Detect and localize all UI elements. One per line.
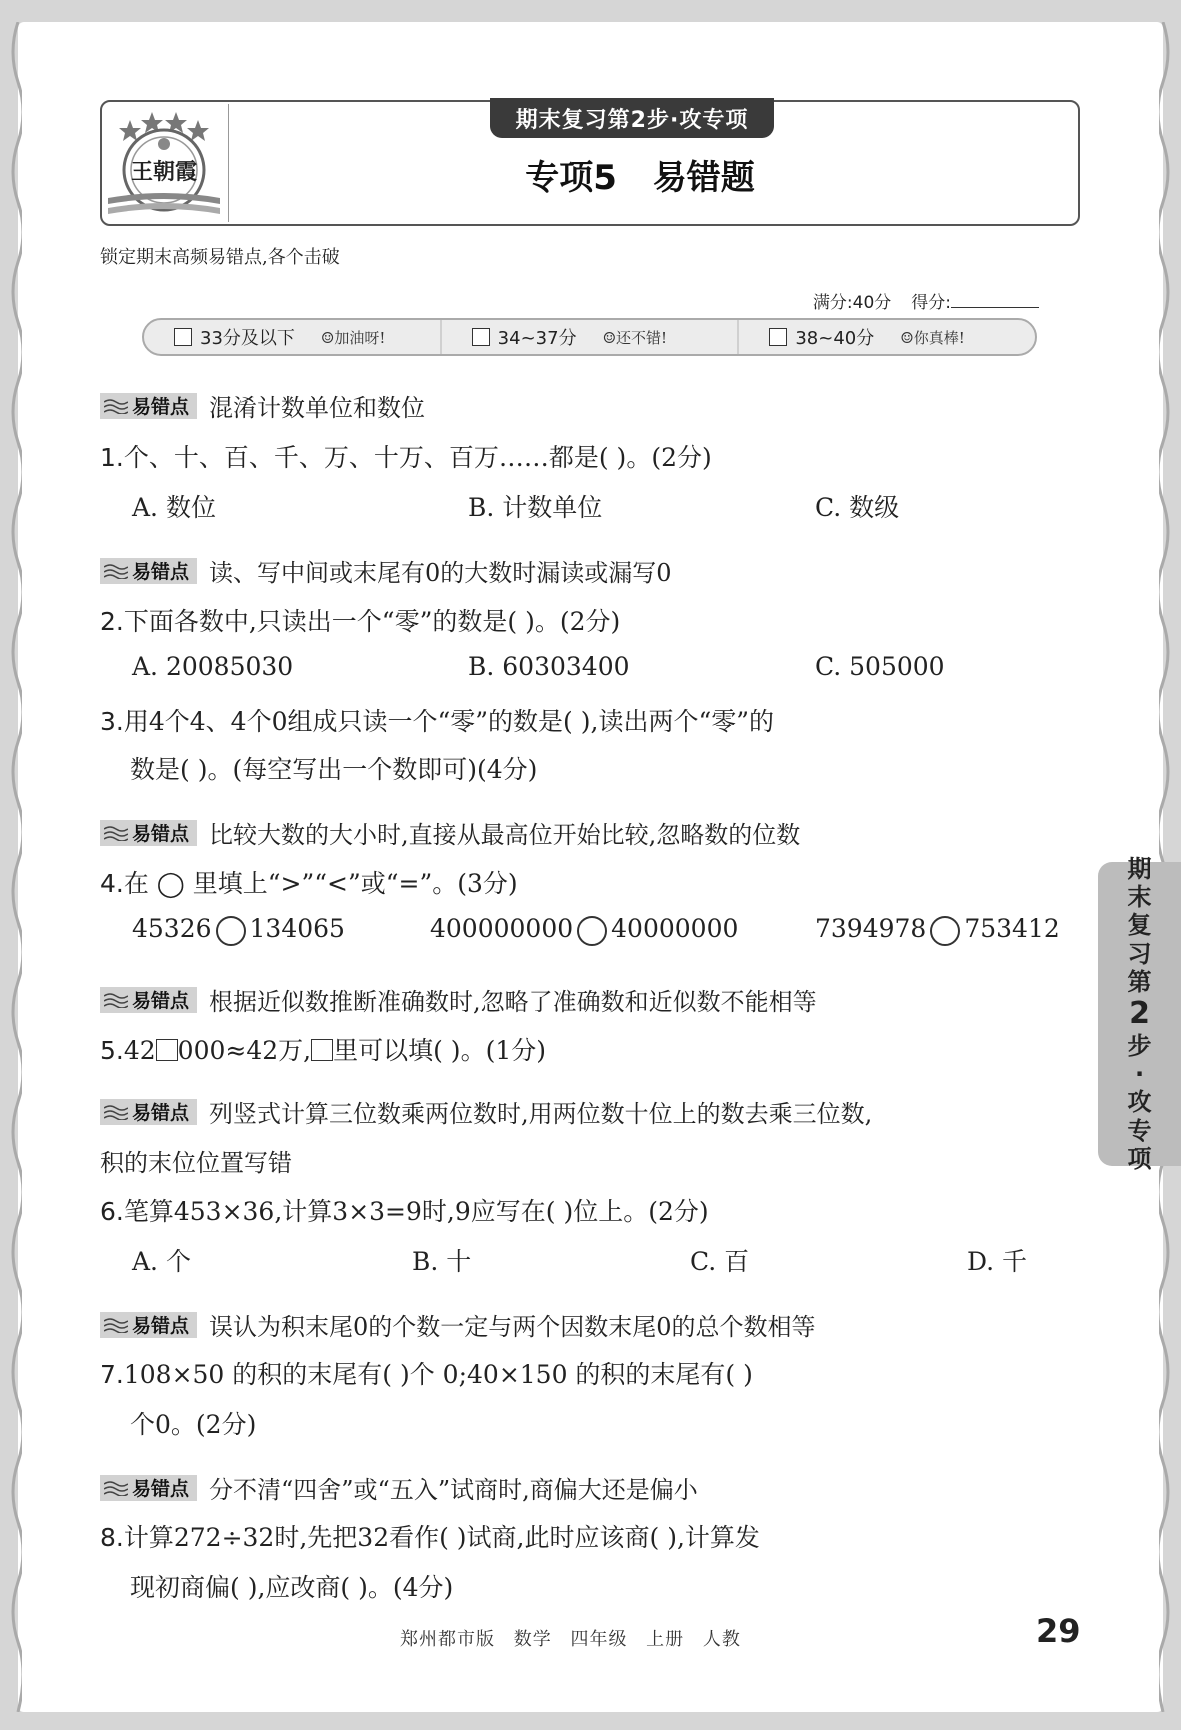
q1-option-c[interactable]: C. 数级: [815, 493, 900, 522]
question-7: 7.108×50 的积的末尾有( )个 0;40×150 的积的末尾有( ): [100, 1360, 753, 1389]
q2-option-c[interactable]: C. 505000: [815, 652, 945, 681]
tip-text: 误认为积末尾0的个数一定与两个因数末尾0的总个数相等: [209, 1313, 816, 1341]
grade-range: 38~40分: [795, 328, 875, 349]
wave-icon: [104, 563, 128, 579]
tip-text: 分不清“四舍”或“五入”试商时,商偏大还是偏小: [209, 1476, 698, 1504]
grade-bar: [142, 318, 1037, 356]
question-7-line2: 个0。(2分): [130, 1410, 257, 1439]
grade-comment: ☺加油呀!: [320, 328, 386, 347]
question-5: 5.42 000≈42万, 里可以填( )。(1分): [100, 1036, 546, 1065]
grade-option-2[interactable]: [442, 320, 740, 354]
page-title: 专项5 易错题: [525, 158, 755, 198]
question-2: 2.下面各数中,只读出一个“零”的数是( )。(2分): [100, 607, 621, 636]
q4-compare-2: 400000000 40000000: [430, 914, 738, 946]
tip-5-line2: 积的末位位置写错: [100, 1149, 292, 1177]
q6-option-a[interactable]: A. 个: [132, 1247, 191, 1276]
tip-tag: 易错点: [100, 1475, 197, 1501]
logo-divider: [228, 104, 229, 222]
question-8: 8.计算272÷32时,先把32看作( )试商,此时应该商( ),计算发: [100, 1523, 760, 1552]
tip-6: [100, 1307, 816, 1342]
q6-option-b[interactable]: B. 十: [412, 1247, 472, 1276]
question-8-line2: 现初商偏( ),应改商( )。(4分): [130, 1573, 454, 1602]
checkbox[interactable]: [472, 328, 490, 346]
wave-icon: [104, 398, 128, 414]
tip-tag: 易错点: [100, 393, 197, 419]
q4-compare-3: 7394978 753412: [815, 914, 1060, 946]
q4-compare-1: 45326 134065: [132, 914, 345, 946]
tip-3: [100, 815, 800, 850]
q6-option-d[interactable]: D. 千: [967, 1247, 1028, 1276]
blank-square-ref: [311, 1039, 333, 1061]
tip-text: 混淆计数单位和数位: [209, 394, 426, 422]
q2-option-b[interactable]: B. 60303400: [468, 652, 630, 681]
grade-range: 33分及以下: [200, 328, 295, 349]
wave-icon: [104, 825, 128, 841]
tip-2: [100, 553, 672, 588]
footer-info: 郑州都市版 数学 四年级 上册 人教: [400, 1629, 741, 1650]
tip-text: 读、写中间或末尾有0的大数时漏读或漏写0: [209, 559, 672, 587]
wave-icon: [104, 992, 128, 1008]
grade-option-3[interactable]: [739, 320, 1035, 354]
q6-option-c[interactable]: C. 百: [690, 1247, 750, 1276]
tip-1: [100, 388, 425, 423]
wave-icon: [104, 1104, 128, 1120]
question-3: 3.用4个4、4个0组成只读一个“零”的数是( ),读出两个“零”的: [100, 707, 775, 736]
tip-text: 列竖式计算三位数乘两位数时,用两位数十位上的数去乘三位数,: [209, 1100, 873, 1128]
wave-icon: [104, 1480, 128, 1496]
tip-tag: 易错点: [100, 987, 197, 1013]
step-banner: 期末复习第2步·攻专项: [490, 98, 774, 138]
tip-tag: 易错点: [100, 1312, 197, 1338]
checkbox[interactable]: [769, 328, 787, 346]
answer-circle[interactable]: [216, 916, 246, 946]
question-1: 1.个、十、百、千、万、十万、百万……都是( )。(2分): [100, 443, 712, 472]
tip-text: 比较大数的大小时,直接从最高位开始比较,忽略数的位数: [209, 821, 801, 849]
q2-option-a[interactable]: A. 20085030: [132, 652, 294, 681]
side-tab: 期 末 复 习 第 2 步 · 攻 专 项: [1098, 862, 1181, 1166]
answer-circle[interactable]: [930, 916, 960, 946]
subtitle: 锁定期末高频易错点,各个击破: [100, 247, 340, 268]
wave-icon: [104, 1317, 128, 1333]
question-4: 4.在 ◯ 里填上“>”“<”或“=”。(3分): [100, 869, 518, 898]
blank-square[interactable]: [156, 1039, 178, 1061]
grade-comment: ☺还不错!: [602, 328, 668, 347]
tip-7: [100, 1470, 698, 1505]
tip-5: [100, 1094, 872, 1129]
tip-tag: 易错点: [100, 1099, 197, 1125]
tip-tag: 易错点: [100, 820, 197, 846]
question-6: 6.笔算453×36,计算3×3=9时,9应写在( )位上。(2分): [100, 1197, 709, 1226]
brand-logo: [100, 100, 228, 226]
checkbox[interactable]: [174, 328, 192, 346]
logo-text: 王朝霞: [130, 159, 198, 185]
score-line: [813, 288, 1039, 313]
tip-text: 根据近似数推断准确数时,忽略了准确数和近似数不能相等: [209, 988, 817, 1016]
full-score: 满分:40分: [812, 293, 892, 313]
grade-option-1[interactable]: [144, 320, 442, 354]
tip-4: [100, 982, 817, 1017]
question-3-line2: 数是( )。(每空写出一个数即可)(4分): [130, 755, 538, 784]
wavy-border-left: [6, 22, 22, 1712]
grade-range: 34~37分: [497, 328, 577, 349]
answer-circle[interactable]: [577, 916, 607, 946]
grade-comment: ☺你真棒!: [900, 328, 965, 347]
q1-option-b[interactable]: B. 计数单位: [468, 493, 603, 522]
score-blank[interactable]: [951, 289, 1039, 308]
page-number: 29: [1036, 1612, 1081, 1650]
tip-tag: 易错点: [100, 558, 197, 584]
score-label: 得分:: [911, 288, 1039, 313]
q1-option-a[interactable]: A. 数位: [132, 493, 216, 522]
